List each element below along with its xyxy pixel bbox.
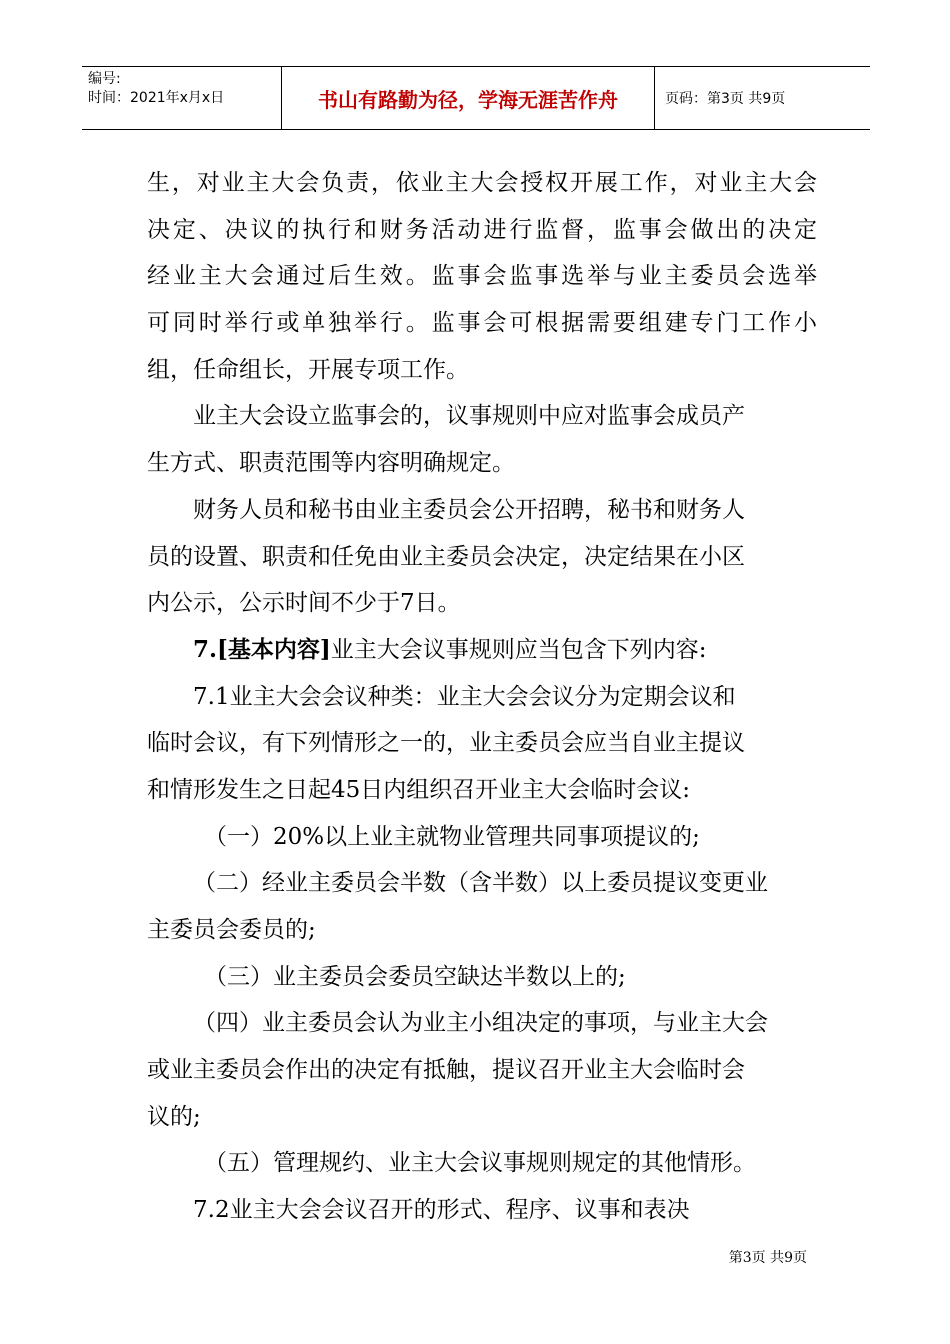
text-line: 决定、决议的执行和财务活动进行监督，监事会做出的决定 xyxy=(147,216,820,243)
number-label: 编号: xyxy=(88,71,121,87)
list-item: （二）经业主委员会半数（含半数）以上委员提议变更业 xyxy=(193,870,768,897)
text-line: 可同时举行或单独举行。监事会可根据需要组建专门工作小 xyxy=(147,310,820,337)
section-heading xyxy=(147,627,817,674)
header-motto: 书山有路勤为径，学海无涯苦作舟 xyxy=(282,67,655,129)
page-footer: 第3页 共9页 xyxy=(728,1250,807,1266)
text-line: 7.1业主大会会议种类：业主大会会议分为定期会议和 xyxy=(193,683,736,710)
section-title: [基本内容] xyxy=(217,635,331,663)
text-line: 员的设置、职责和任免由业主委员会决定，决定结果在小区 xyxy=(147,543,745,570)
text-line: 7.2业主大会会议召开的形式、程序、议事和表决 xyxy=(193,1197,690,1224)
text-line: 临时会议，有下列情形之一的，业主委员会应当自业主提议 xyxy=(147,730,745,757)
text-line: 内公示，公示时间不少于7日。 xyxy=(147,590,461,617)
section-text: 业主大会议事规则应当包含下列内容: xyxy=(330,636,707,663)
page-header xyxy=(82,66,870,130)
list-item: （三）业主委员会委员空缺达半数以上的; xyxy=(204,963,626,990)
text-line: 主委员会委员的; xyxy=(147,917,316,943)
list-item: （一）20%以上业主就物业管理共同事项提议的; xyxy=(204,823,700,850)
list-item: （四）业主委员会认为业主小组决定的事项，与业主大会 xyxy=(193,1010,768,1037)
text-line: 或业主委员会作出的决定有抵触，提议召开业主大会临时会 xyxy=(147,1057,745,1084)
time-label: 时间：2021年x月x日 xyxy=(88,90,225,106)
text-line: 生，对业主大会负责，依业主大会授权开展工作，对业主大会 xyxy=(147,170,819,196)
section-number: 7. xyxy=(193,635,218,663)
text-line: 议的; xyxy=(147,1103,201,1130)
text-line: 组，任命组长，开展专项工作。 xyxy=(147,356,469,383)
header-meta xyxy=(82,67,282,129)
text-line: 业主大会设立监事会的，议事规则中应对监事会成员产 xyxy=(193,403,745,430)
list-item: （五）管理规约、业主大会议事规则规定的其他情形。 xyxy=(204,1150,756,1177)
text-line: 生方式、职责范围等内容明确规定。 xyxy=(147,450,515,477)
header-page-code: 页码：第3页 共9页 xyxy=(665,91,786,107)
text-line: 财务人员和秘书由业主委员会公开招聘，秘书和财务人 xyxy=(193,496,745,523)
text-line: 经业主大会通过后生效。监事会监事选举与业主委员会选举 xyxy=(147,263,820,290)
document-body xyxy=(147,160,820,1234)
text-line: 和情形发生之日起45日内组织召开业主大会临时会议: xyxy=(147,776,691,803)
